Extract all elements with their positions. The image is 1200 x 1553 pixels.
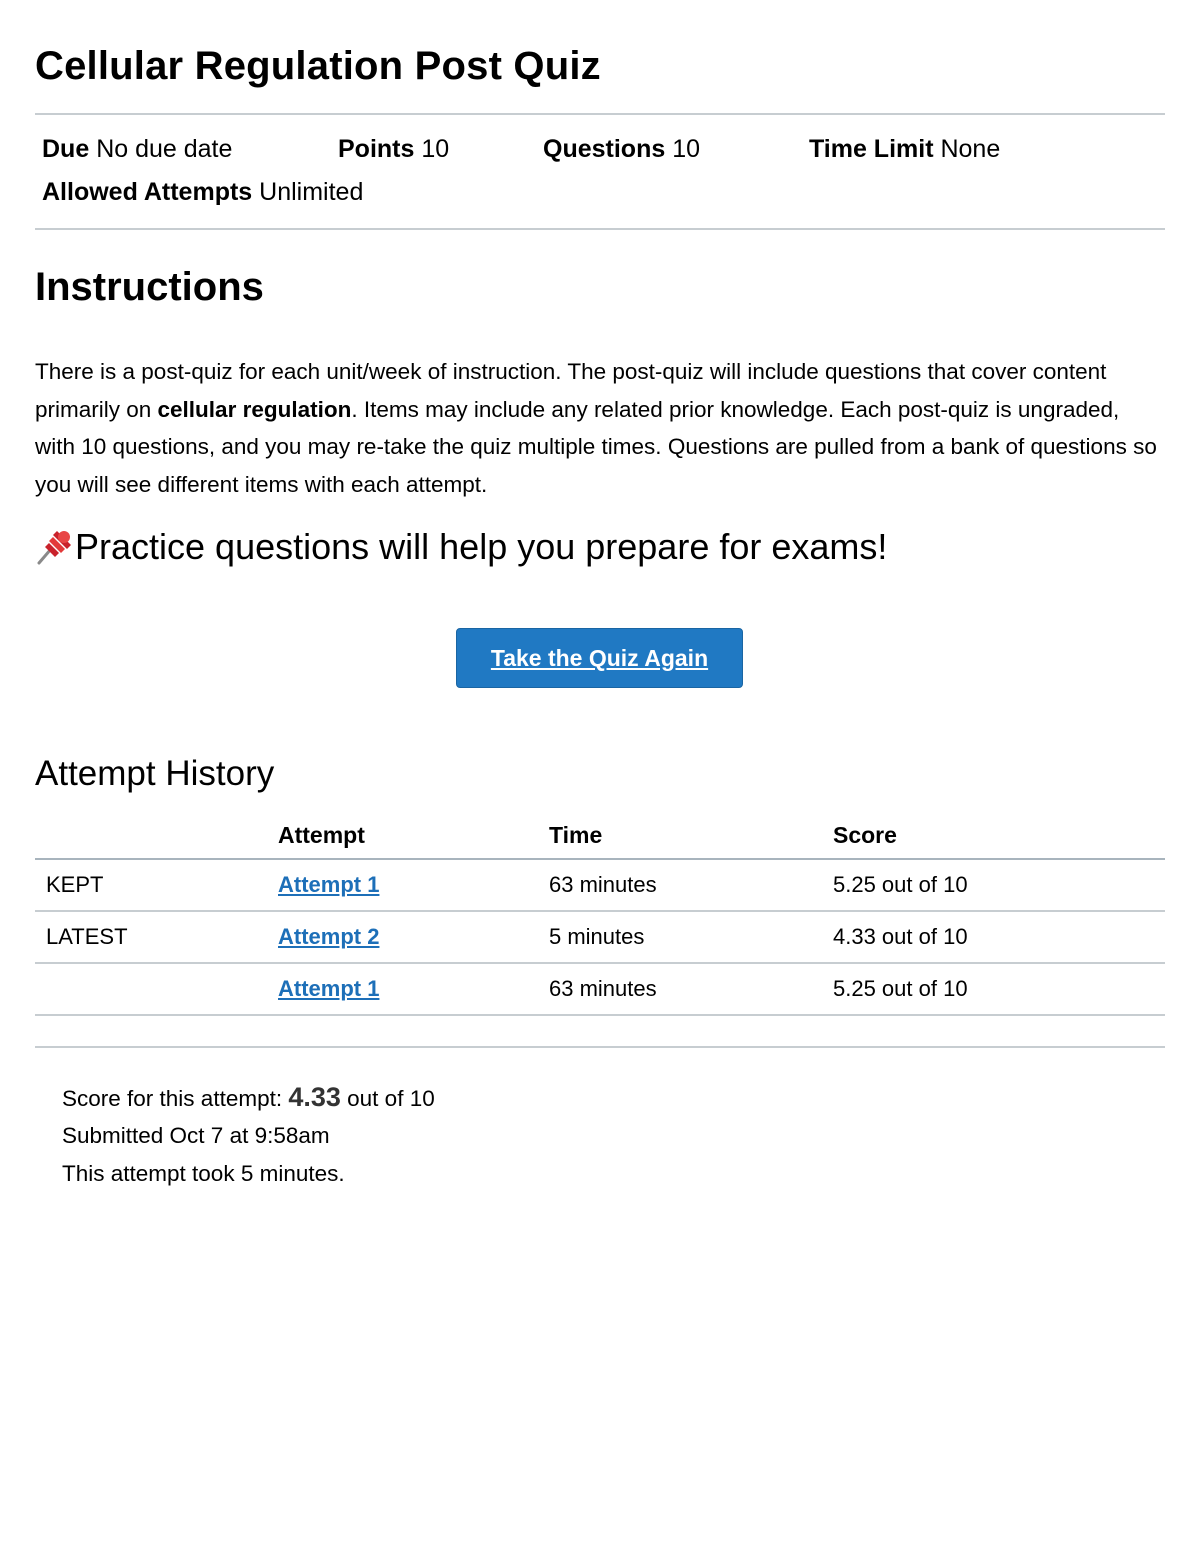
column-header-time: Time [549,812,833,859]
column-header-attempt: Attempt [278,812,549,859]
column-header-score: Score [833,812,1165,859]
points-detail: Points 10 [338,135,450,163]
attempt-history-heading: Attempt History [35,754,275,793]
time-limit-detail: Time Limit None [808,135,1001,163]
attempt-time: 63 minutes [549,859,833,911]
score-value: 4.33 [288,1082,341,1112]
attempt-status-label: LATEST [35,911,278,963]
instructions-heading: Instructions [35,265,264,309]
column-header [35,812,278,859]
pushpin-icon [35,527,75,567]
take-quiz-again-button[interactable]: Take the Quiz Again [456,628,743,688]
instructions-text: There is a post-quiz for each unit/week of instruction. The post-quiz will include questions that cover content primarily on cellular regulation. Items may include any related prior knowledge. Each post-quiz is ungraded, with 10 questions, and you may re-take the quiz multiple times. Questions are pulled from a bank of questions so you will see different items with each attempt. [35,359,1157,497]
attempt-link[interactable]: Attempt 1 [278,872,380,897]
allowed-attempts-detail: Allowed Attempts Unlimited [42,178,364,206]
attempt-status-label: KEPT [35,859,278,911]
quiz-details [42,135,1000,164]
page-title: Cellular Regulation Post Quiz [35,44,601,88]
attempt-status-label [35,963,278,1015]
practice-text: Practice questions will help you prepare for exams! [75,526,888,567]
table-header-row [35,812,1165,859]
attempt-link[interactable]: Attempt 1 [278,976,380,1001]
divider [35,228,1165,230]
table-row [35,911,1165,963]
attempt-duration: This attempt took 5 minutes. [62,1161,345,1186]
table-row [35,963,1165,1015]
divider [35,1046,1165,1048]
attempt-time: 5 minutes [549,911,833,963]
due-detail: Due No due date [42,135,233,163]
table-row [35,859,1165,911]
attempt-score: 4.33 out of 10 [833,911,1165,963]
practice-note [35,526,887,568]
attempt-score: 5.25 out of 10 [833,859,1165,911]
attempt-score-summary: Score for this attempt: 4.33 out of 10 [62,1082,435,1112]
attempt-time: 63 minutes [549,963,833,1015]
submitted-time: Submitted Oct 7 at 9:58am [62,1123,330,1148]
divider [35,113,1165,115]
attempt-score: 5.25 out of 10 [833,963,1165,1015]
attempt-link[interactable]: Attempt 2 [278,924,380,949]
attempt-history-table [35,812,1165,1016]
questions-detail: Questions 10 [543,135,701,163]
